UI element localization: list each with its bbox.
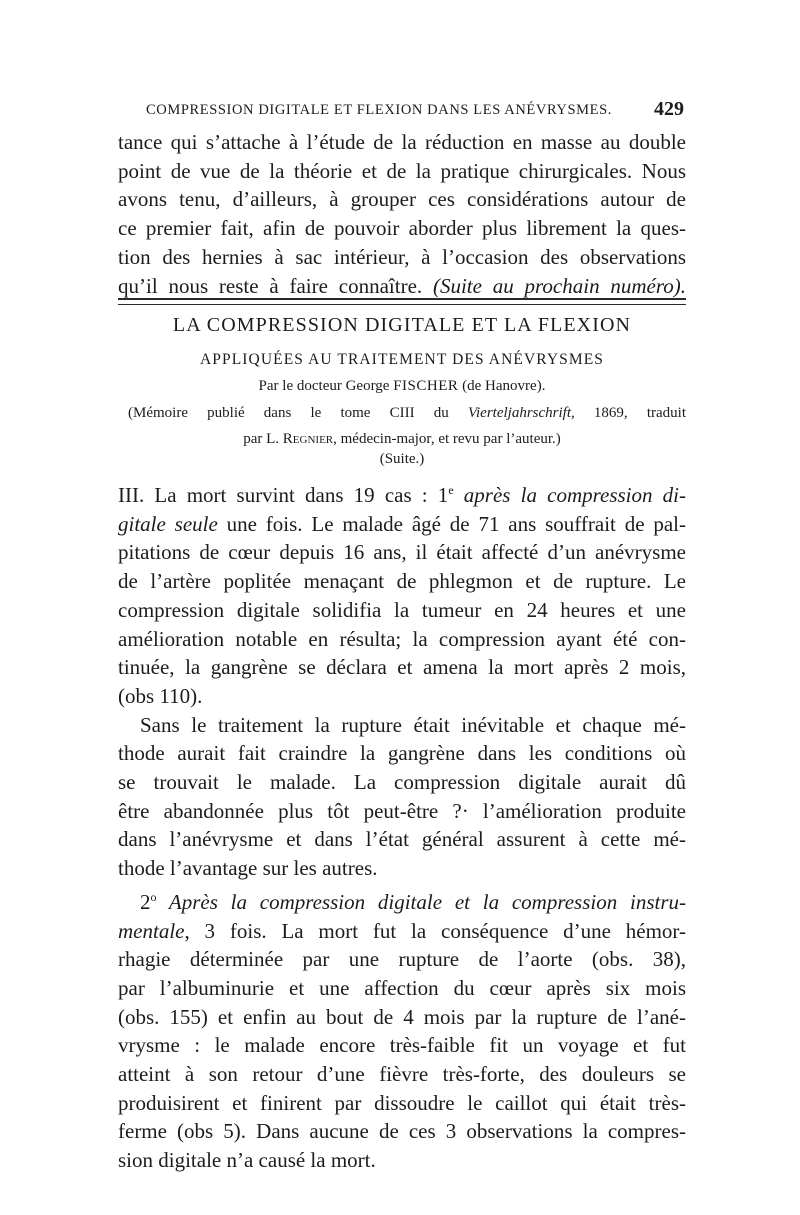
text-line: tion des hernies à sac intérieur, à l’occasion des observations [118,244,686,269]
text-line: avons tenu, d’ailleurs, à grouper ces considérations autour de [118,187,686,212]
note-text: par L. [243,431,280,447]
divider-thick-rule [118,298,686,300]
text-line: (obs. 155) et enfin au bout de 4 mois par la rupture de l’ané- [118,1004,686,1029]
divider-thin-rule [118,304,686,305]
italic-phrase: Après la compression digitale et la compression instru- [156,889,686,914]
italic-phrase: après la compression di- [453,483,686,507]
article-body [118,476,686,1175]
section-divider [118,298,686,308]
text-line: par l’albuminurie et une affection du cœur après six mois [118,975,686,1000]
text-line: être abandonnée plus tôt peut-être ?· l’amélioration produite [118,798,686,823]
text-line [118,476,686,510]
last-line-text: qu’il nous reste à faire connaître. [118,273,423,298]
text-line: compression digitale solidifia la tumeur en 24 heures et une [118,597,686,622]
text-line: ferme (obs 5). Dans aucune de ces 3 observations la compres- [118,1119,686,1144]
publication-note-line-1 [128,400,686,426]
note-text: (Mémoire publié dans le tome CIII du [128,405,449,421]
page-number: 429 [654,98,684,120]
article-author [118,378,686,395]
italic-phrase: mentale [118,918,185,943]
text-line [118,883,686,917]
suite-label: (Suite.) [379,451,425,467]
text-line [118,272,686,301]
text-line: se trouvait le malade. La compression digitale aurait dû [118,770,686,795]
running-head [118,98,686,122]
italic-phrase: gitale seule [118,511,218,536]
text-line: dans l’anévrysme et dans l’état général assurent à cette mé- [118,827,686,852]
text-line: atteint à son retour d’une fièvre très-forte, des douleurs se [118,1062,686,1087]
article-subtitle: APPLIQUÉES AU TRAITEMENT DES ANÉVRYSMES [199,351,605,368]
text-line [118,510,686,539]
publication-note-line-2 [128,426,676,452]
text-span: une fois. Le malade âgé de 71 ans souffrait de pal- [217,511,686,536]
continuation-note: (Suite au prochain numéro). [432,273,687,298]
text-span: 2 [140,889,151,914]
text-line: Sans le traitement la rupture était inévitable et chaque mé- [140,712,686,737]
running-head-title: COMPRESSION DIGITALE ET FLEXION DANS LES ANÉVRYSMES. [146,102,613,118]
text-line: thode l’avantage sur les autres. [118,856,378,881]
note-text: , 1869, traduit [571,405,687,421]
note-text: , médecin-major, et revu par l’auteur.) [333,431,561,447]
text-line: sion digitale n’a causé la mort. [118,1148,376,1173]
text-line: ce premier fait, afin de pouvoir aborder plus librement la ques- [118,216,686,241]
text-line: de l’artère poplitée menaçant de phlegmon et de rupture. Le [118,569,686,594]
text-span: III. La mort survint dans 19 cas : 1 [118,483,449,507]
superscript: e [448,483,454,497]
text-line: amélioration notable en résulta; la compression ayant été con- [118,626,686,651]
text-line: vrysme : le malade encore très-faible fit un voyage et fut [118,1033,686,1058]
text-line: (obs 110). [118,683,203,708]
text-line: produisirent et finirent par dissoudre le caillot qui était très- [118,1090,686,1115]
text-line: tinuée, la gangrène se déclara et amena la mort après 2 mois, [118,655,686,680]
article-title: LA COMPRESSION DIGITALE ET LA FLEXION [172,314,632,336]
text-line: pitations de cœur depuis 16 ans, il était affecté d’un anévrysme [118,540,686,565]
author-name: FISCHER [393,378,459,394]
text-line: rhagie déterminée par une rupture de l’aorte (obs. 38), [118,947,686,972]
text-line: point de vue de la théorie et de la pratique chirurgicales. Nous [118,158,686,183]
previous-article-ending [118,128,686,300]
text-line: thode aurait fait craindre la gangrène dans les conditions où [118,741,686,766]
translator-name: Regnier [282,431,334,447]
author-prefix: Par le docteur George [258,378,390,394]
text-line [118,917,686,946]
text-line: tance qui s’attache à l’étude de la réduction en masse au double [118,130,686,154]
text-span: , 3 fois. La mort fut la conséquence d’une hémor- [184,918,686,943]
author-suffix: (de Hanovre). [462,378,546,394]
superscript: o [150,889,157,904]
journal-name: Vierteljahrschrift [467,405,572,421]
